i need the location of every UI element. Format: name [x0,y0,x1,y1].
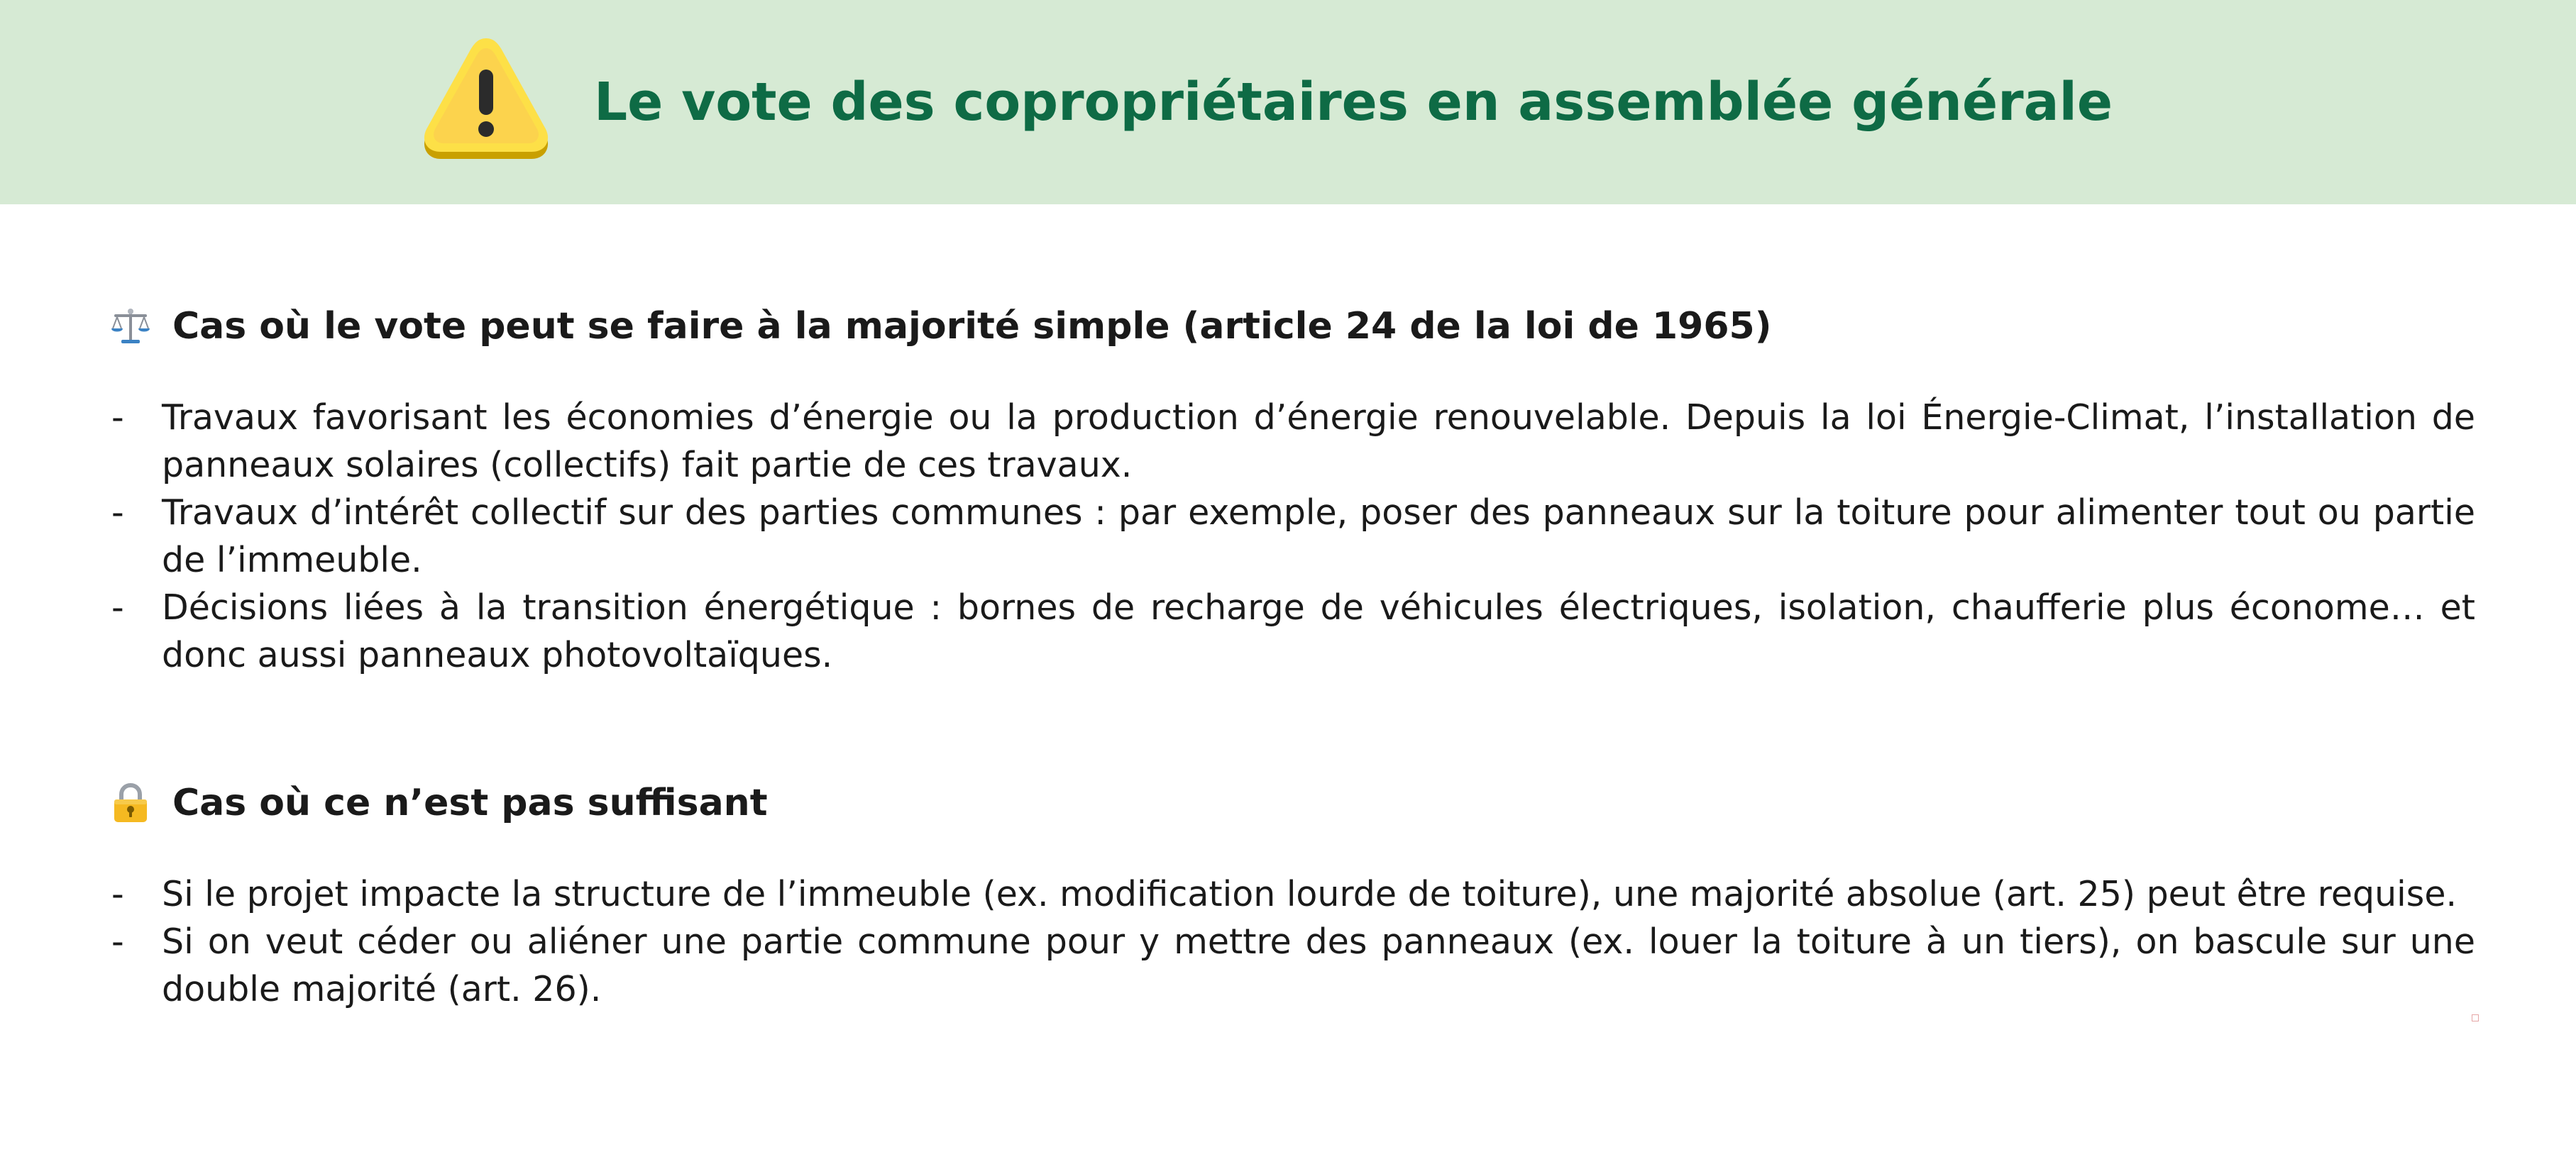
list-item [110,870,2475,918]
bullet-dash: - [111,587,124,628]
page-title: Le vote des copropriétaires en assemblée générale [594,72,2113,133]
list-item-text: Travaux favorisant les économies d’énergie ou la production d’énergie renouvelable. Depuis la loi Énergie-Climat, l’installation de panneaux solaires (collectifs) fait partie de ces travaux. [162,397,2475,485]
list-item [110,918,2475,1013]
list-item-text: Travaux d’intérêt collectif sur des parties communes : par exemple, poser des panneaux sur la toiture pour alimenter tout ou partie de l’immeuble. [162,492,2475,580]
lock-icon [110,782,151,824]
list-item [110,394,2475,489]
list-item-text: Si on veut céder ou aliéner une partie commune pour y mettre des panneaux (ex. louer la toiture à un tiers), on bascule sur une double majorité (art. 26). [162,921,2475,1009]
section-heading [110,777,2475,829]
corner-mark [2472,1014,2479,1021]
section-heading-text: Cas où le vote peut se faire à la majorité simple (article 24 de la loi de 1965) [172,305,1772,348]
section-not-sufficient [110,777,2475,1013]
list-item-text: Si le projet impacte la structure de l’immeuble (ex. modification lourde de toiture), une majorité absolue (art. 25) peut être requise. [162,874,2457,914]
warning-icon [421,38,551,165]
bullet-dash: - [111,921,124,962]
list-item [110,584,2475,679]
balance-scale-icon [110,306,151,347]
section-heading [110,300,2475,353]
bullet-list [110,870,2475,1013]
bullet-dash: - [111,874,124,914]
list-item [110,489,2475,584]
list-item-text: Décisions liées à la transition énergétique : bornes de recharge de véhicules électriques, isolation, chaufferie plus économe… et donc aussi panneaux photovoltaïques. [162,587,2475,675]
section-heading-text: Cas où ce n’est pas suffisant [172,782,768,824]
bullet-list [110,394,2475,679]
header-banner [0,0,2576,204]
bullet-dash: - [111,397,124,438]
section-simple-majority [110,300,2475,679]
bullet-dash: - [111,492,124,533]
